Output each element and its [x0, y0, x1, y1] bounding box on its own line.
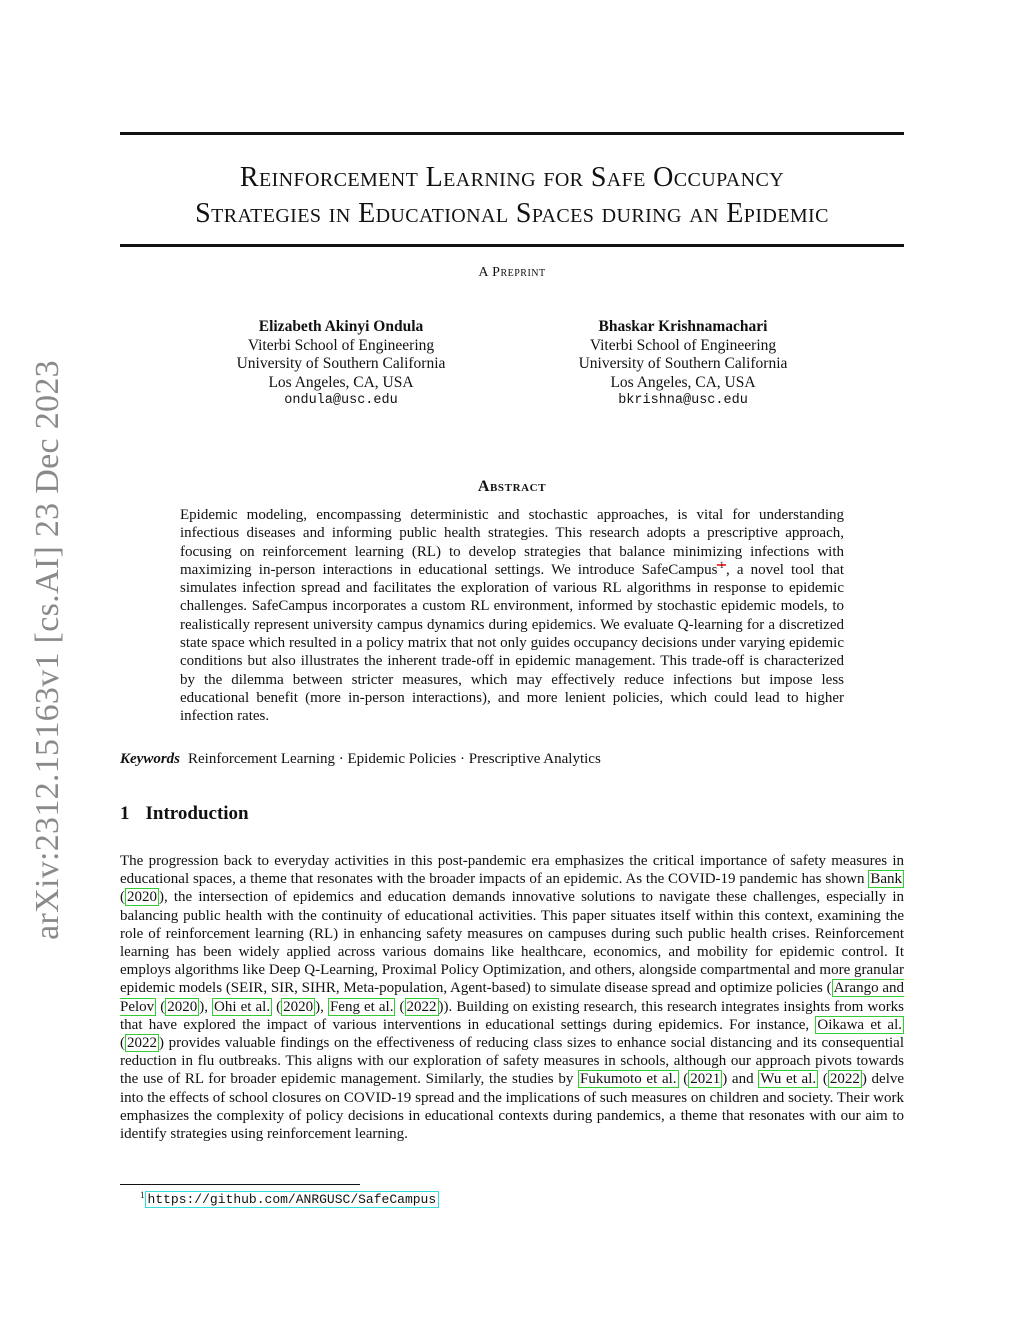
citation-link-oikawa[interactable]: Oikawa et al. [817, 1016, 902, 1033]
intro-text: ( [818, 1071, 828, 1088]
citation-year-link[interactable]: 2021 [690, 1071, 721, 1088]
introduction-paragraph [120, 852, 904, 1143]
keywords-line [120, 751, 904, 768]
intro-text: ( [120, 1035, 125, 1052]
title-rule-bottom [120, 244, 904, 247]
citation-year-link[interactable]: 2022 [829, 1071, 860, 1088]
citation-link-feng[interactable]: Feng et al. [329, 998, 394, 1015]
abstract-text-part1: Epidemic modeling, encompassing deterministic and stochastic approaches, is vital for understanding infectious diseases and informing public health strategies. This research adopts a prescriptive approach, focusing on reinforcement learning (RL) to develop strategies that balance minimizing infections with maximizing in-person interactions in educational settings. We introduce SafeCampus [180, 507, 844, 578]
title-line-1: Reinforcement Learning for Safe Occupancy [239, 162, 785, 193]
footnote [140, 1190, 439, 1207]
citation-year-link[interactable]: 2020 [127, 889, 157, 906]
citation-link-arango[interactable]: Arango and Pelov [120, 980, 904, 1015]
author-location: Los Angeles, CA, USA [610, 373, 756, 391]
citation-link-wu[interactable]: Wu et al. [760, 1071, 817, 1088]
section-number: 1 [120, 803, 130, 824]
author-university: University of Southern California [236, 355, 446, 372]
arxiv-identifier [18, 360, 78, 940]
author-university: University of Southern California [578, 355, 788, 372]
citation-link-bank[interactable]: Bank [870, 871, 902, 888]
citation-year-link[interactable]: 2020 [167, 998, 198, 1015]
intro-text: ( [272, 998, 282, 1015]
intro-text: )). Building on existing research, this research integrates insights from works that have explored the impact of various interventions in educational settings during epidemics. For instance, [120, 998, 905, 1033]
intro-text: ) provides valuable findings on the effectiveness of reducing class sizes to enhance social distancing and its consequential reduction in flu outbreaks. This aligns with our exploration of safety measures in schools, although our approach pivots towards the use of RL for broader epidemic management. Similarly, the studies by [120, 1035, 904, 1088]
author-name: Bhaskar Krishnamachari [598, 318, 768, 335]
intro-text: The progression back to everyday activities in this post-pandemic era emphasizes the critical importance of safety measures in educational spaces, a theme that resonates with the broader impacts of an epidemic. As the COVID-19 pandemic has shown [120, 853, 904, 888]
footnote-url-link[interactable]: https://github.com/ANRGUSC/SafeCampus [145, 1191, 440, 1208]
footnote-mark: 1 [140, 1190, 145, 1200]
intro-text: ), [199, 998, 213, 1015]
citation-year-link[interactable]: 2022 [406, 998, 437, 1015]
citation-year-link[interactable]: 2022 [127, 1035, 157, 1052]
keywords-text: Reinforcement Learning · Epidemic Policies · Prescriptive Analytics [188, 751, 601, 767]
intro-text: ) delve into the effects of school closures on COVID-19 spread and the implications of such measures on children and society. Their work emphasizes the complexity of policy decisions in educational contexts during pandemics, a theme that resonates with our aim to identify strategies using reinforcement learning. [120, 1071, 905, 1143]
author-location: Los Angeles, CA, USA [268, 373, 414, 391]
preprint-label: A Preprint [478, 265, 546, 280]
section-title: Introduction [145, 803, 249, 824]
title-line-2: Strategies in Educational Spaces during an Epidemic [195, 198, 829, 229]
citation-year-link[interactable]: 2020 [283, 998, 314, 1015]
intro-text: ( [678, 1071, 689, 1088]
author-school: Viterbi School of Engineering [589, 336, 777, 354]
intro-text: ) and [722, 1071, 759, 1088]
citation-link-fukumoto[interactable]: Fukumoto et al. [580, 1071, 677, 1088]
abstract-body [180, 506, 844, 726]
author-block-2 [533, 318, 833, 411]
intro-text: ), [315, 998, 328, 1015]
intro-text: ( [120, 889, 125, 906]
keywords-label: Keywords [120, 751, 180, 767]
abstract-heading: Abstract [477, 478, 547, 495]
intro-text: ( [156, 998, 166, 1015]
author-email[interactable]: ondula@usc.edu [284, 393, 398, 408]
author-block-1 [191, 318, 491, 411]
paper-title [120, 160, 904, 232]
author-name: Elizabeth Akinyi Ondula [258, 318, 424, 335]
section-heading-introduction [120, 803, 904, 825]
title-rule-top [120, 132, 904, 135]
author-school: Viterbi School of Engineering [247, 336, 435, 354]
footnote-link[interactable]: 1 [719, 559, 724, 570]
intro-text: ( [395, 998, 405, 1015]
arxiv-identifier-text: arXiv:2312.15163v1 [cs.AI] 23 Dec 2023 [29, 360, 66, 940]
footnote-divider [120, 1184, 360, 1185]
citation-link-ohi[interactable]: Ohi et al. [214, 998, 271, 1015]
author-email[interactable]: bkrishna@usc.edu [618, 393, 748, 408]
intro-text: ), the intersection of epidemics and education demands innovative solutions to navigate these challenges, especially in balancing public health with the continuity of educational activities. This paper situates itself within this context, examining the role of reinforcement learning (RL) in enhancing safety measures on campuses during such public health crises. Reinforcement learning has been widely applied across various domains like healthcare, economics, and mobility for epidemic control. It employs algorithms like Deep Q-Learning, Proximal Policy Optimization, and others, alongside compartmental and more granular epidemic models (SEIR, SIR, SIHR, Meta-population, Agent-based) to simulate disease spread and optimize policies ( [120, 889, 904, 997]
abstract-text-part2: , a novel tool that simulates infection spread and facilitates the exploration of various RL algorithms in response to epidemic challenges. SafeCampus incorporates a custom RL environment, informed by stochastic epidemic models, to realistically represent university campus dynamics during epidemics. We evaluate Q-learning for a discretized state space which resulted in a policy matrix that not only guides occupancy decisions under varying epidemic conditions but also illustrates the inherent trade-off in epidemic management. This trade-off is characterized by the dilemma between stricter measures, which may effectively reduce infections but impose less educational benefit (more in-person interactions), and more lenient policies, which could lead to higher infection rates. [180, 561, 844, 725]
